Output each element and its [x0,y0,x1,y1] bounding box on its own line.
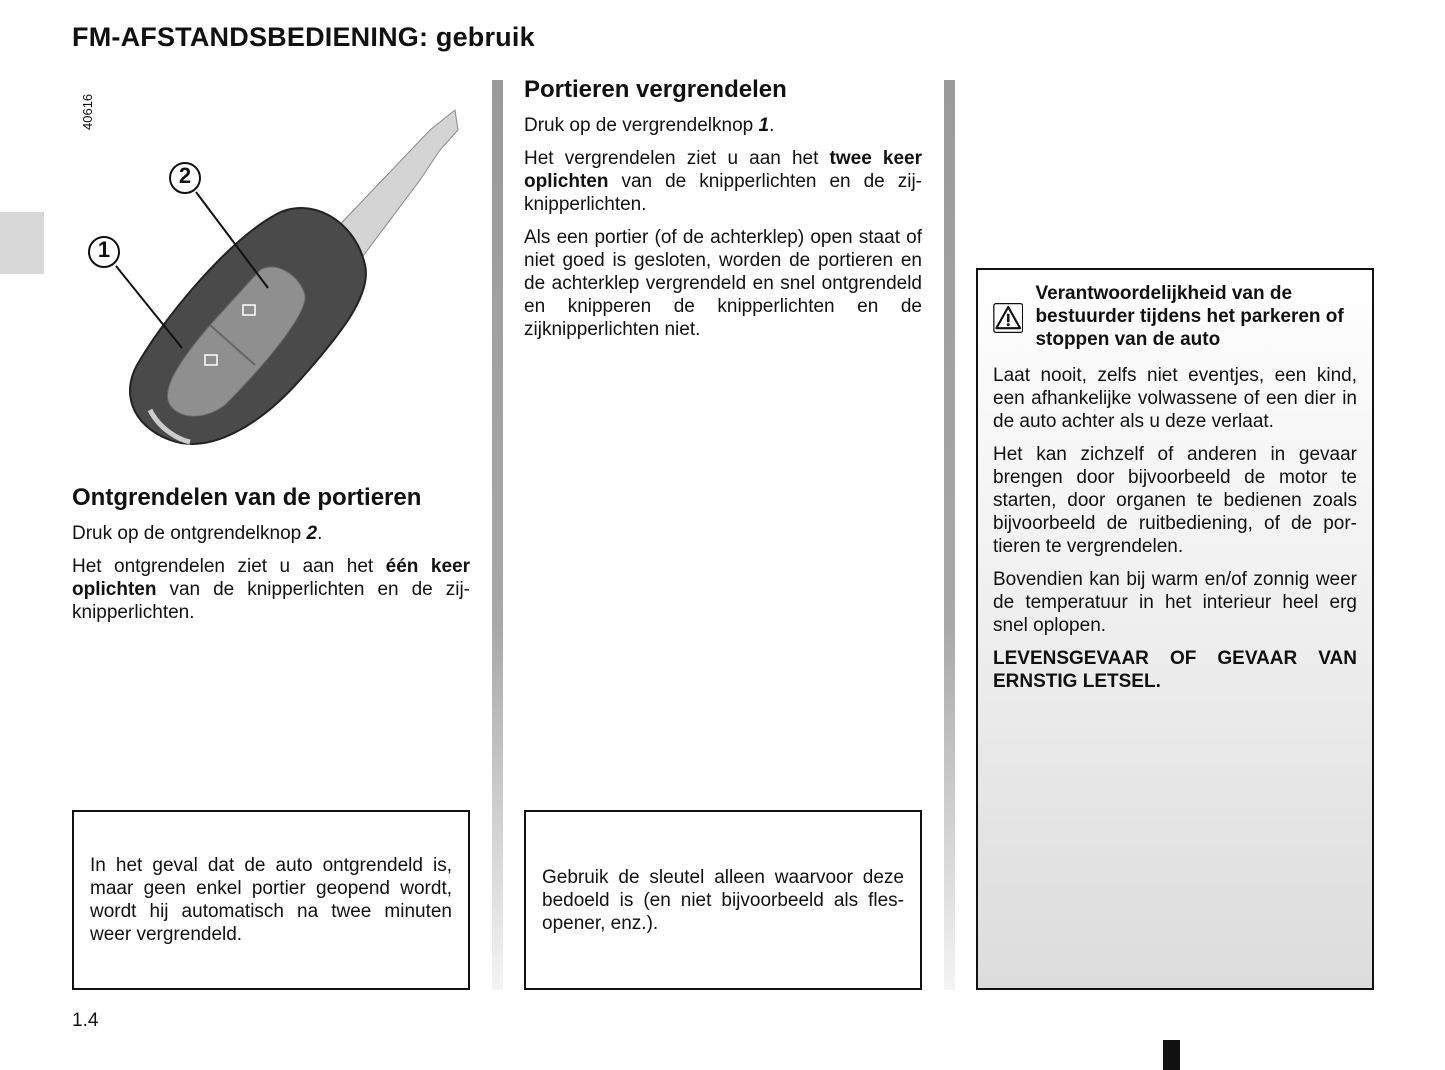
lock-section [524,76,922,351]
unlock-heading: Ontgrendelen van de portieren [72,484,422,511]
lock-feedback: Het vergrendelen ziet u aan het twee keer oplichten van de knipperlichten en de zijknipperlichten. [524,148,922,215]
figure-code: 40616 [80,93,95,130]
lock-door-open-info: Als een portier (of de achterklep) open staat of niet goed is gesloten, worden de portieren en de achterklep vergrendeld en snel ontgrendeld en knipperen de knipperlichten en de zijknipperlichten niet. [524,227,922,340]
column-separator [492,80,503,990]
unlock-section [72,484,470,634]
unlock-feedback: Het ontgrendelen ziet u aan het één keer oplichten van de knipperlichten en de zijknipperlichten. [72,556,470,623]
page-edge-marker [1163,1040,1180,1070]
auto-relock-note: In het geval dat de auto ontgrendeld is, maar geen enkel portier geopend wordt, wordt hij automatisch na twee minuten weer vergrendeld. [72,810,470,990]
key-use-note: Gebruik de sleutel alleen waarvoor deze bedoeld is (en niet bijvoorbeeld als flesopener, enz.). [524,810,922,990]
page-title: FM-AFSTANDSBEDIENING: gebruik [72,22,535,52]
section-tab-marker [0,212,44,274]
callout-1: 1 [97,237,111,262]
remote-key-illustration [60,70,480,470]
warning-triangle-icon [993,282,1023,354]
callout-2: 2 [178,163,192,188]
warning-text: Het kan zichzelf of anderen in gevaar brengen door bijvoorbeeld de motor te starten, door organen te bedienen zoals bijvoorbeeld de ruitbediening, of de portieren te vergrendelen. [993,444,1357,557]
lock-heading: Portieren vergrendelen [524,76,787,103]
lock-instruction: Druk op de vergrendelknop 1. [524,115,775,136]
warning-title: Verantwoordelijkheid van de bestuurder tijdens het parkeren of stoppen van de auto [1035,283,1344,350]
page-number: 1.4 [72,1010,99,1031]
warning-box [976,268,1374,990]
warning-text: Bovendien kan bij warm en/of zonnig weer de temperatuur in het interieur heel erg snel oplopen. [993,569,1357,636]
warning-text: Laat nooit, zelfs niet eventjes, een kind, een afhankelijke volwassene of een dier in de auto achter als u deze verlaat. [993,365,1357,432]
unlock-instruction: Druk op de ontgrendelknop 2. [72,523,323,544]
key-drawing [60,70,480,470]
warning-emphasis: LEVENSGEVAAR OF GEVAAR VAN ERNSTIG LETSEL. [993,648,1357,692]
column-separator [944,80,955,990]
